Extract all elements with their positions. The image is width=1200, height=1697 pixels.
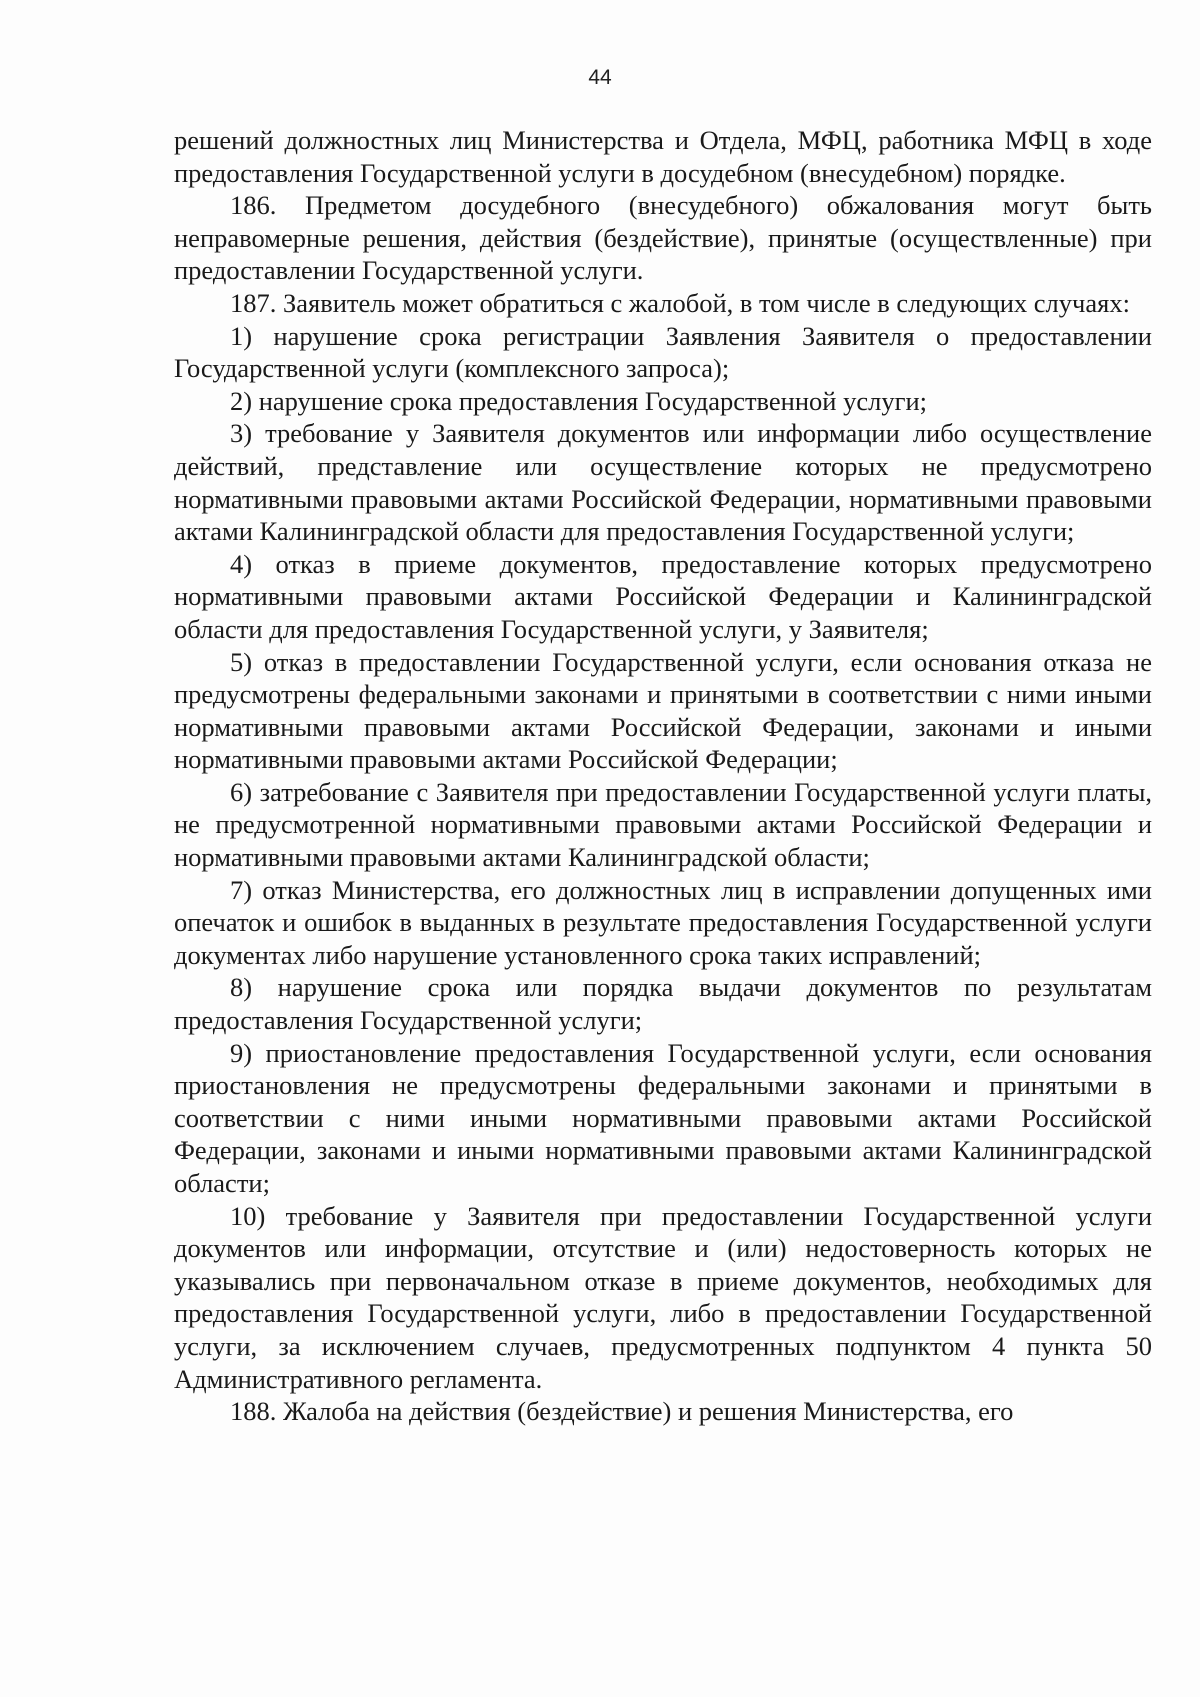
list-item-3: 3) требование у Заявителя документов или информации либо осуществление действий, представление или осуществление которых не предусмотрено нормативными правовыми актами Российской Федерации, нормативными правовыми актами Калининградской области для предоставления Государственной услуги; — [174, 418, 1152, 547]
list-item-1: 1) нарушение срока регистрации Заявления Заявителя о предоставлении Государственной услуги (комплексного запроса); — [174, 320, 1152, 384]
list-item-5: 5) отказ в предоставлении Государственной услуги, если основания отказа не предусмотрены федеральными законами и принятыми в соответствии с ними иными нормативными правовыми актами Российской Федерации, законами и иными нормативными правовыми актами Российской Федерации; — [174, 646, 1152, 775]
paragraph-188: 188. Жалоба на действия (бездействие) и решения Министерства, его — [230, 1396, 1014, 1427]
paragraph-187: 187. Заявитель может обратиться с жалобой, в том числе в следующих случаях: — [230, 287, 1130, 318]
paragraph-186: 186. Предметом досудебного (внесудебного) обжалования могут быть неправомерные решения, действия (бездействие), принятые (осуществленные) при предоставлении Государственной услуги. — [174, 190, 1152, 286]
list-item-8: 8) нарушение срока или порядка выдачи документов по результатам предоставления Государственной услуги; — [174, 972, 1152, 1036]
list-item-7: 7) отказ Министерства, его должностных лиц в исправлении допущенных ими опечаток и ошибок в выданных в результате предоставления Государственной услуги документах либо нарушение установленного срока таких исправлений; — [174, 874, 1152, 970]
list-item-4: 4) отказ в приеме документов, предоставление которых предусмотрено нормативными правовыми актами Российской Федерации и Калининградской области для предоставления Государственной услуги, у Заявителя; — [174, 548, 1152, 644]
paragraph-continuation: решений должностных лиц Министерства и Отдела, МФЦ, работника МФЦ в ходе предоставления Государственной услуги в досудебном (внесудебном) порядке. — [174, 125, 1152, 188]
list-item-9: 9) приостановление предоставления Государственной услуги, если основания приостановления не предусмотрены федеральными законами и принятыми в соответствии с ними иными нормативными правовыми актами Российской Федерации, законами и иными нормативными правовыми актами Калининградской области; — [174, 1037, 1152, 1198]
page-number: 44 — [588, 66, 612, 89]
list-item-2: 2) нарушение срока предоставления Государственной услуги; — [230, 385, 927, 416]
list-item-10: 10) требование у Заявителя при предоставлении Государственной услуги документов или информации, отсутствие и (или) недостоверность которых не указывались при первоначальном отказе в приеме документов, необходимых для предоставления Государственной услуги, либо в предоставлении Государственной услуги, за исключением случаев, предусмотренных подпунктом 4 пункта 50 Административного регламента. — [174, 1200, 1152, 1394]
list-item-6: 6) затребование с Заявителя при предоставлении Государственной услуги платы, не предусмотренной нормативными правовыми актами Российской Федерации и нормативными правовыми актами Калининградской области; — [174, 776, 1152, 873]
document-body — [174, 124, 1152, 1428]
